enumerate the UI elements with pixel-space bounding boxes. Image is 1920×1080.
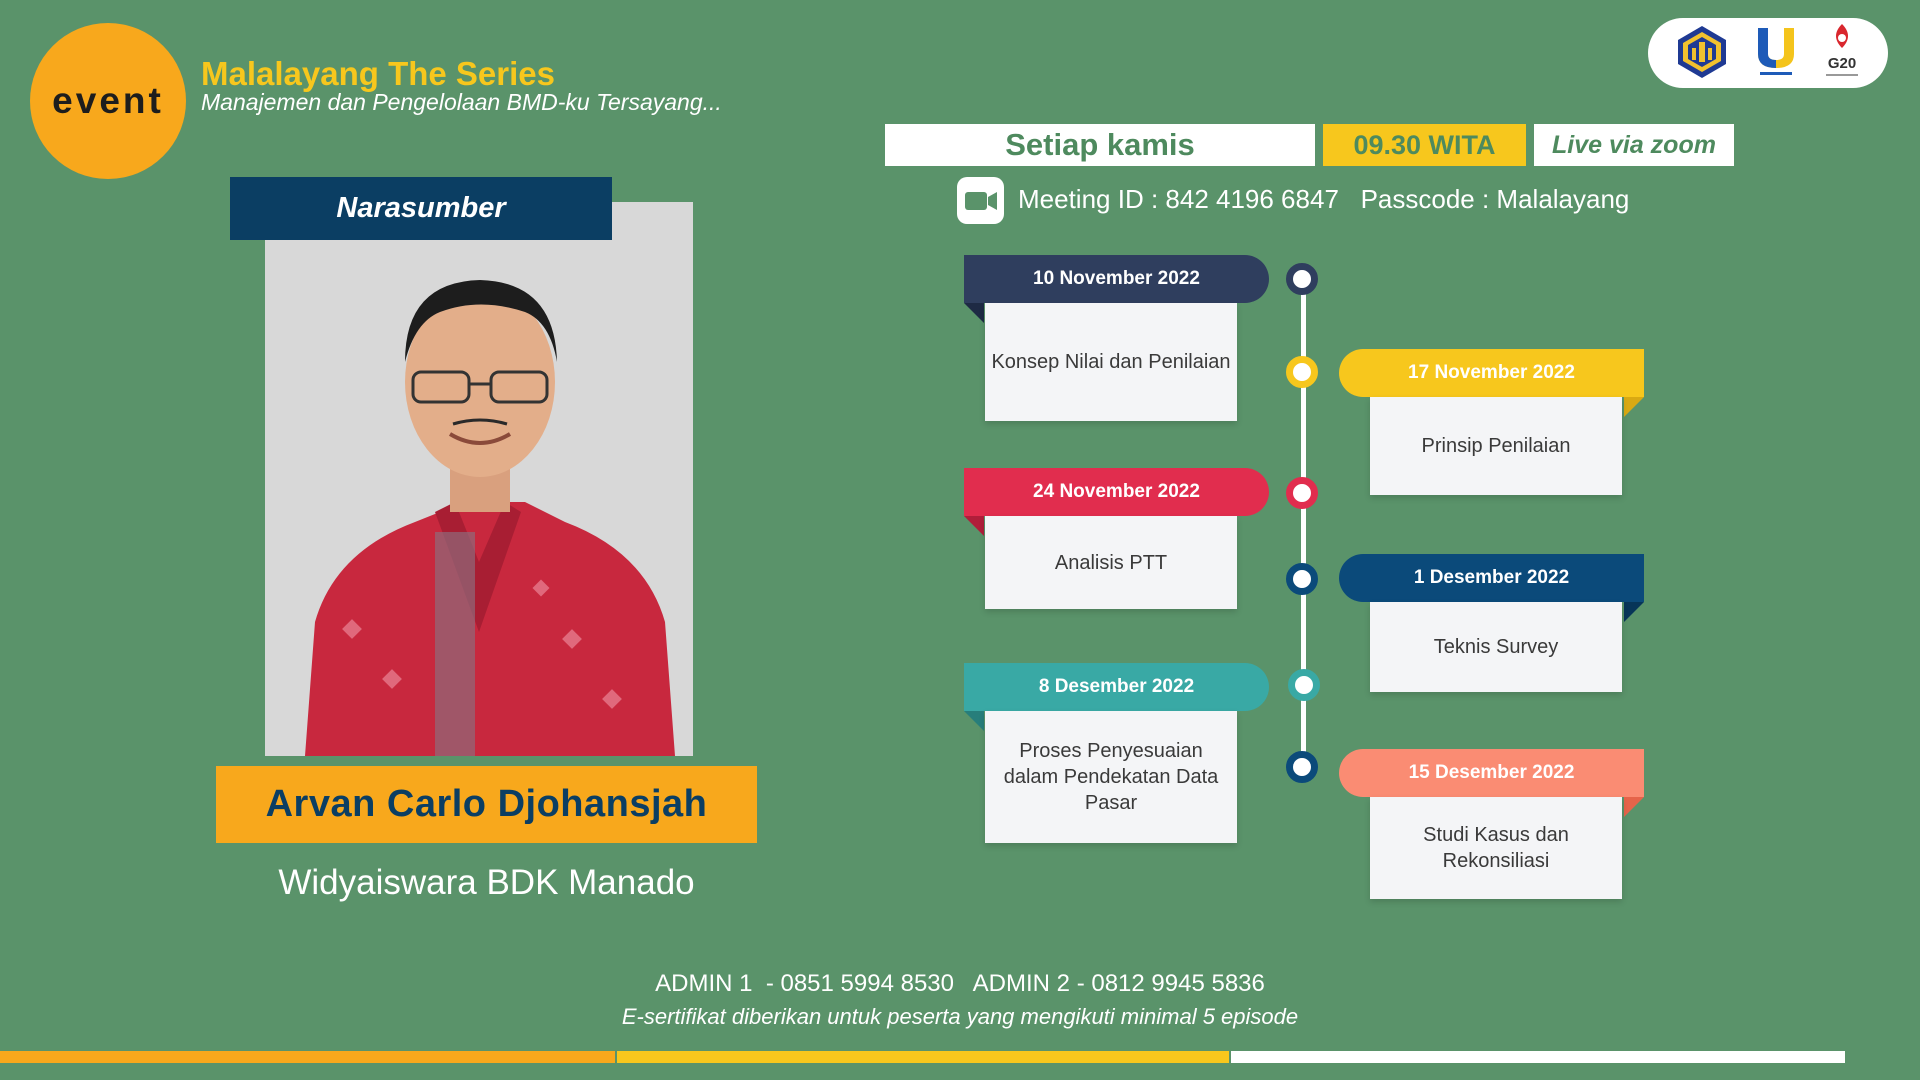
kemenkeu-emblem-icon	[1674, 24, 1730, 80]
footer-strip-orange	[0, 1051, 615, 1063]
session-date: 17 November 2022	[1339, 349, 1644, 397]
speaker-photo	[265, 202, 693, 756]
speaker-role: Widyaiswara BDK Manado	[278, 863, 695, 902]
event-badge	[30, 23, 186, 179]
session-topic: Teknis Survey	[1370, 602, 1622, 692]
partner-logos	[1648, 18, 1888, 88]
ribbon-fold	[1624, 602, 1644, 622]
session-date: 10 November 2022	[964, 255, 1269, 303]
session-topic: Proses Penyesuaian dalam Pendekatan Data Pasar	[985, 711, 1237, 843]
series-subtitle: Manajemen dan Pengelolaan BMD-ku Tersayang...	[201, 89, 722, 115]
event-badge-label: event	[52, 80, 164, 121]
ribbon-fold	[964, 711, 984, 731]
admin-contacts: ADMIN 1 - 0851 5994 8530 ADMIN 2 - 0812 9945 5836	[655, 970, 1265, 997]
ribbon-fold	[1624, 397, 1644, 417]
schedule-platform: Live via zoom	[1534, 124, 1734, 166]
session-topic: Prinsip Penilaian	[1370, 397, 1622, 495]
session-topic: Konsep Nilai dan Penilaian	[985, 303, 1237, 421]
schedule-day: Setiap kamis	[885, 124, 1315, 166]
session-date: 1 Desember 2022	[1339, 554, 1644, 602]
footer-strip-yellow	[617, 1051, 1229, 1063]
ribbon-fold	[1624, 797, 1644, 817]
session-topic: Analisis PTT	[985, 516, 1237, 609]
ribbon-fold	[964, 516, 984, 536]
speaker-name: Arvan Carlo Djohansjah	[216, 766, 757, 843]
svg-text:G20: G20	[1827, 55, 1857, 72]
session-date: 24 November 2022	[964, 468, 1269, 516]
timeline-dot	[1288, 669, 1320, 701]
timeline-dot	[1286, 263, 1318, 295]
timeline-dot	[1286, 477, 1318, 509]
meeting-info: Meeting ID : 842 4196 6847 Passcode : Malalayang	[1018, 184, 1630, 214]
schedule-time: 09.30 WITA	[1323, 124, 1526, 166]
session-date: 8 Desember 2022	[964, 663, 1269, 711]
video-camera-icon	[957, 177, 1004, 224]
speaker-label: Narasumber	[230, 177, 612, 240]
series-title: Malalayang The Series	[201, 55, 555, 92]
footer-strip-white	[1231, 1051, 1845, 1063]
timeline-dot	[1286, 751, 1318, 783]
session-date: 15 Desember 2022	[1339, 749, 1644, 797]
kemenkeu-corpu-logo-icon	[1752, 24, 1800, 80]
timeline-dot	[1286, 563, 1318, 595]
certificate-note: E-sertifikat diberikan untuk peserta yang mengikuti minimal 5 episode	[621, 1004, 1299, 1029]
session-topic: Studi Kasus dan Rekonsiliasi	[1370, 797, 1622, 899]
speaker-portrait-illustration	[265, 202, 693, 756]
timeline-dot	[1286, 356, 1318, 388]
g20-indonesia-logo-icon	[1820, 22, 1864, 84]
ribbon-fold	[964, 303, 984, 323]
